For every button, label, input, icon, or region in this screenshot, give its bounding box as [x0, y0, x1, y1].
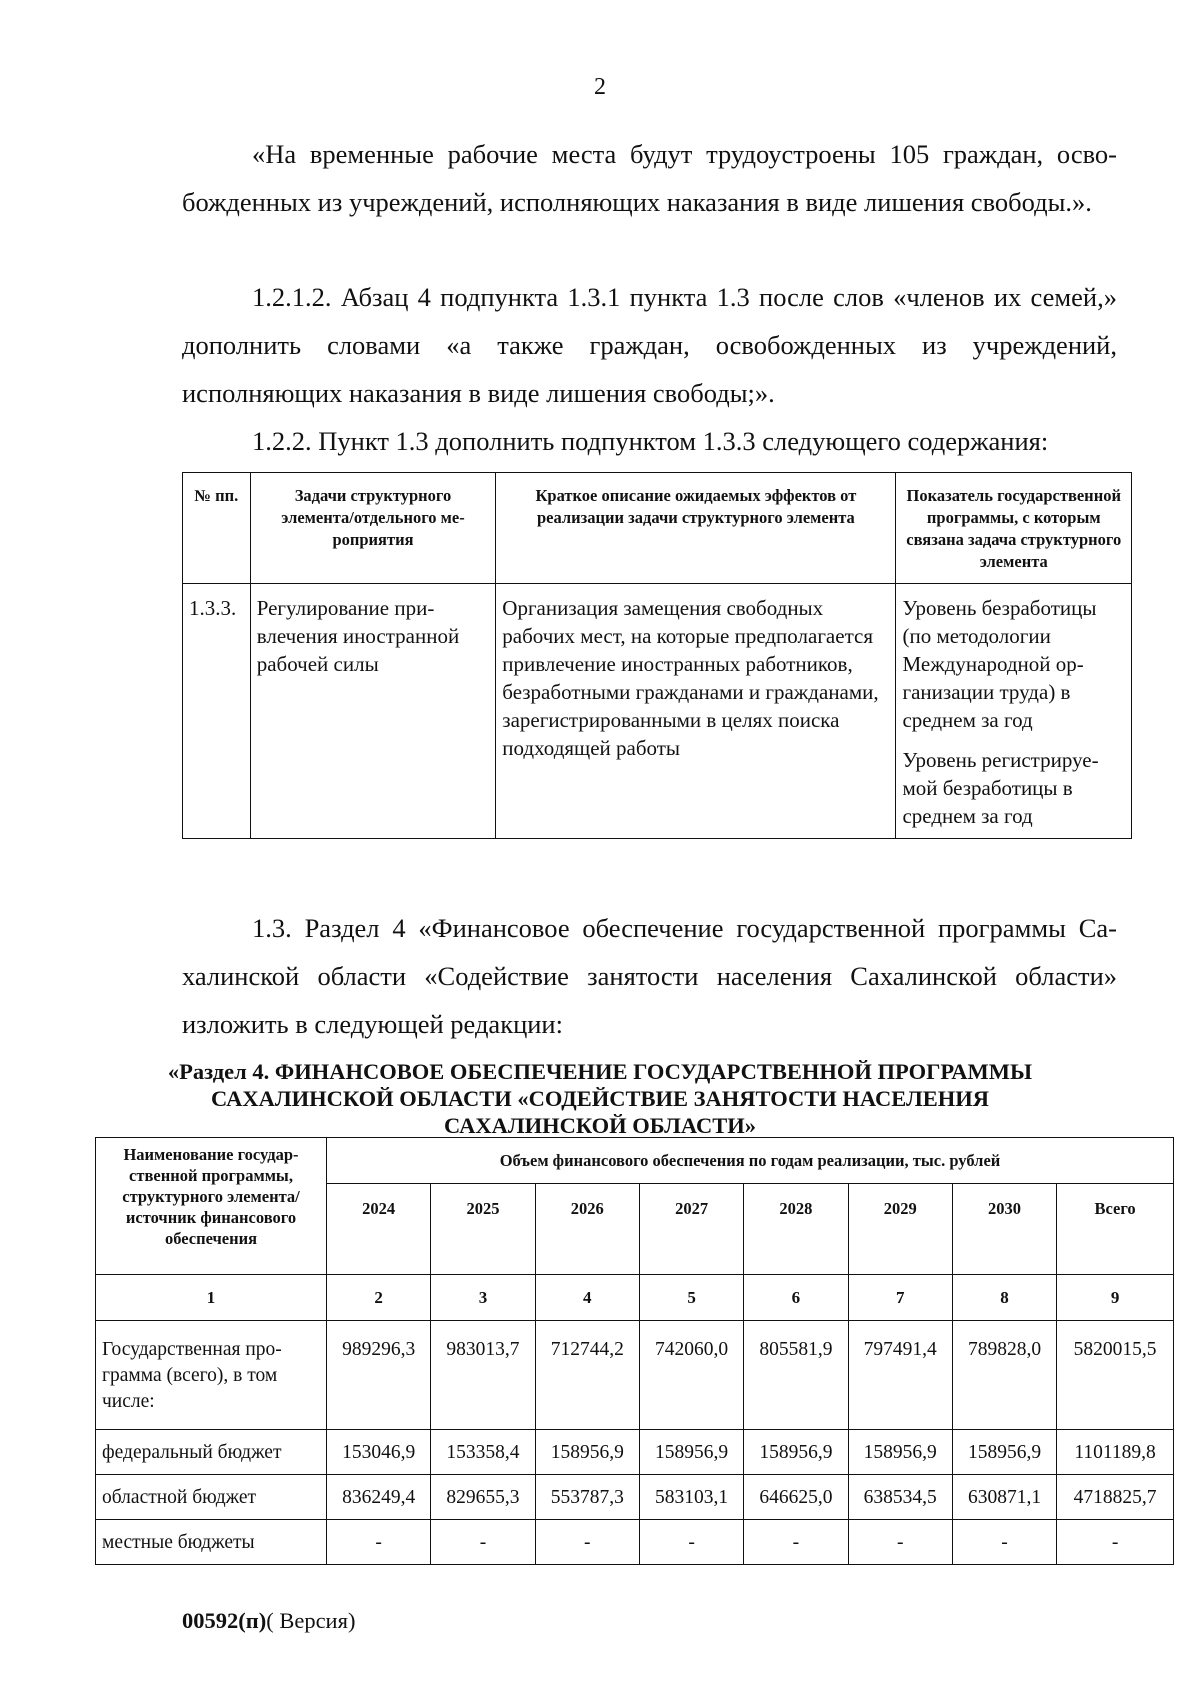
indicator-unemployment-ilo: Уровень безработицы (по методологии Международной организации труда) в среднем за год	[902, 596, 1097, 732]
cell-value: 836249,4	[327, 1475, 431, 1520]
cell-value: 158956,9	[639, 1430, 743, 1475]
row-name: федеральный бюджет	[96, 1430, 327, 1475]
cell-value: 553787,3	[535, 1475, 639, 1520]
cell-value: -	[535, 1520, 639, 1565]
header-num: № пп.	[183, 473, 251, 584]
header-year: 2030	[952, 1184, 1056, 1275]
paragraph-temp-jobs	[182, 130, 1117, 226]
cell-value: -	[744, 1520, 848, 1565]
row-num: 1.3.3.	[183, 584, 251, 839]
cell-value: 158956,9	[744, 1430, 848, 1475]
row-indicator	[896, 584, 1132, 839]
header-volume: Объем финансового обеспечения по годам реализации, тыс. рублей	[327, 1138, 1174, 1184]
row-name: областной бюджет	[96, 1475, 327, 1520]
finance-header-row-1	[96, 1138, 1174, 1184]
col-number: 8	[952, 1275, 1056, 1321]
table-row	[96, 1520, 1174, 1565]
row-name: Государственная программа (всего), в том числе:	[96, 1321, 327, 1430]
header-indicator: Показатель государственной программы, с которым связана задача структурного элемента	[896, 473, 1132, 584]
header-year: 2025	[431, 1184, 535, 1275]
cell-value: 829655,3	[431, 1475, 535, 1520]
cell-value: 797491,4	[848, 1321, 952, 1430]
header-year: 2026	[535, 1184, 639, 1275]
cell-value: 638534,5	[848, 1475, 952, 1520]
cell-value: 1101189,8	[1057, 1430, 1174, 1475]
cell-value: -	[952, 1520, 1056, 1565]
cell-value: 983013,7	[431, 1321, 535, 1430]
row-task: Регулирование привлечения иностранной рабочей силы	[250, 584, 496, 839]
cell-value: 153046,9	[327, 1430, 431, 1475]
cell-value: 805581,9	[744, 1321, 848, 1430]
cell-value: 153358,4	[431, 1430, 535, 1475]
paragraph-text: 1.3. Раздел 4 «Финансовое обеспечение государственной программы Сахалинской области «Содействие занятости населения Сахалинской области» изложить в следующей редакции:	[182, 913, 1117, 1039]
cell-value: 4718825,7	[1057, 1475, 1174, 1520]
tasks-table-header-row	[183, 473, 1132, 584]
table-row	[183, 584, 1132, 839]
paragraph-text: «На временные рабочие места будут трудоустроены 105 граждан, освобожденных из учреждений, исполняющих наказания в виде лишения свободы.».	[182, 139, 1117, 217]
document-code: 00592(п)	[182, 1608, 267, 1633]
table-row	[96, 1430, 1174, 1475]
finance-column-numbers	[96, 1275, 1174, 1321]
document-version: ( Версия)	[266, 1608, 356, 1633]
col-number: 4	[535, 1275, 639, 1321]
header-year: 2029	[848, 1184, 952, 1275]
col-number: 6	[744, 1275, 848, 1321]
cell-value: 158956,9	[848, 1430, 952, 1475]
finance-table	[95, 1137, 1174, 1565]
cell-value: 158956,9	[535, 1430, 639, 1475]
cell-value: -	[1057, 1520, 1174, 1565]
page-number: 2	[594, 74, 606, 100]
cell-value: 712744,2	[535, 1321, 639, 1430]
paragraph-1-3	[182, 904, 1117, 1048]
cell-value: 646625,0	[744, 1475, 848, 1520]
header-year: 2028	[744, 1184, 848, 1275]
col-number: 1	[96, 1275, 327, 1321]
cell-value: 5820015,5	[1057, 1321, 1174, 1430]
header-task: Задачи структурного элемента/отдельного мероприятия	[250, 473, 496, 584]
cell-value: 583103,1	[639, 1475, 743, 1520]
col-number: 5	[639, 1275, 743, 1321]
header-name: Наименование государственной программы, структурного элемента/источник финансового обеспечения	[96, 1138, 327, 1275]
header-year: 2024	[327, 1184, 431, 1275]
indicator-registered-unemployment: Уровень регистрируемой безработицы в среднем за год	[902, 748, 1099, 828]
row-name: местные бюджеты	[96, 1520, 327, 1565]
paragraph-1-2-1-2	[182, 273, 1117, 417]
cell-value: -	[848, 1520, 952, 1565]
section-title: «Раздел 4. ФИНАНСОВОЕ ОБЕСПЕЧЕНИЕ ГОСУДАРСТВЕННОЙ ПРОГРАММЫ САХАЛИНСКОЙ ОБЛАСТИ «СОДЕЙСТВИЕ ЗАНЯТОСТИ НАСЕЛЕНИЯ САХАЛИНСКОЙ ОБЛАСТИ»	[167, 1059, 1033, 1138]
col-number: 9	[1057, 1275, 1174, 1321]
col-number: 7	[848, 1275, 952, 1321]
cell-value: -	[327, 1520, 431, 1565]
table-row	[96, 1475, 1174, 1520]
header-year: 2027	[639, 1184, 743, 1275]
header-total: Всего	[1057, 1184, 1174, 1275]
cell-value: 630871,1	[952, 1475, 1056, 1520]
document-footer	[182, 1608, 355, 1634]
cell-value: 742060,0	[639, 1321, 743, 1430]
col-number: 3	[431, 1275, 535, 1321]
cell-value: -	[639, 1520, 743, 1565]
col-number: 2	[327, 1275, 431, 1321]
tasks-table	[182, 472, 1132, 839]
table-row	[96, 1321, 1174, 1430]
cell-value: 158956,9	[952, 1430, 1056, 1475]
cell-value: 989296,3	[327, 1321, 431, 1430]
header-desc: Краткое описание ожидаемых эффектов от реализации задачи структурного элемента	[496, 473, 896, 584]
cell-value: 789828,0	[952, 1321, 1056, 1430]
row-desc: Организация замещения свободных рабочих мест, на которые предполагается привлечение иностранных работников, безработными гражданами и гражданами, зарегистрированными в целях поиска подходящей работы	[496, 584, 896, 839]
cell-value: -	[431, 1520, 535, 1565]
paragraph-text: 1.2.1.2. Абзац 4 подпункта 1.3.1 пункта 1.3 после слов «членов их семей,» дополнить словами «а также граждан, освобожденных из учреждений, исполняющих наказания в виде лишения свободы;».	[182, 282, 1117, 408]
paragraph-1-2-2	[182, 417, 1117, 465]
paragraph-text: 1.2.2. Пункт 1.3 дополнить подпунктом 1.3.3 следующего содержания:	[252, 426, 1049, 456]
